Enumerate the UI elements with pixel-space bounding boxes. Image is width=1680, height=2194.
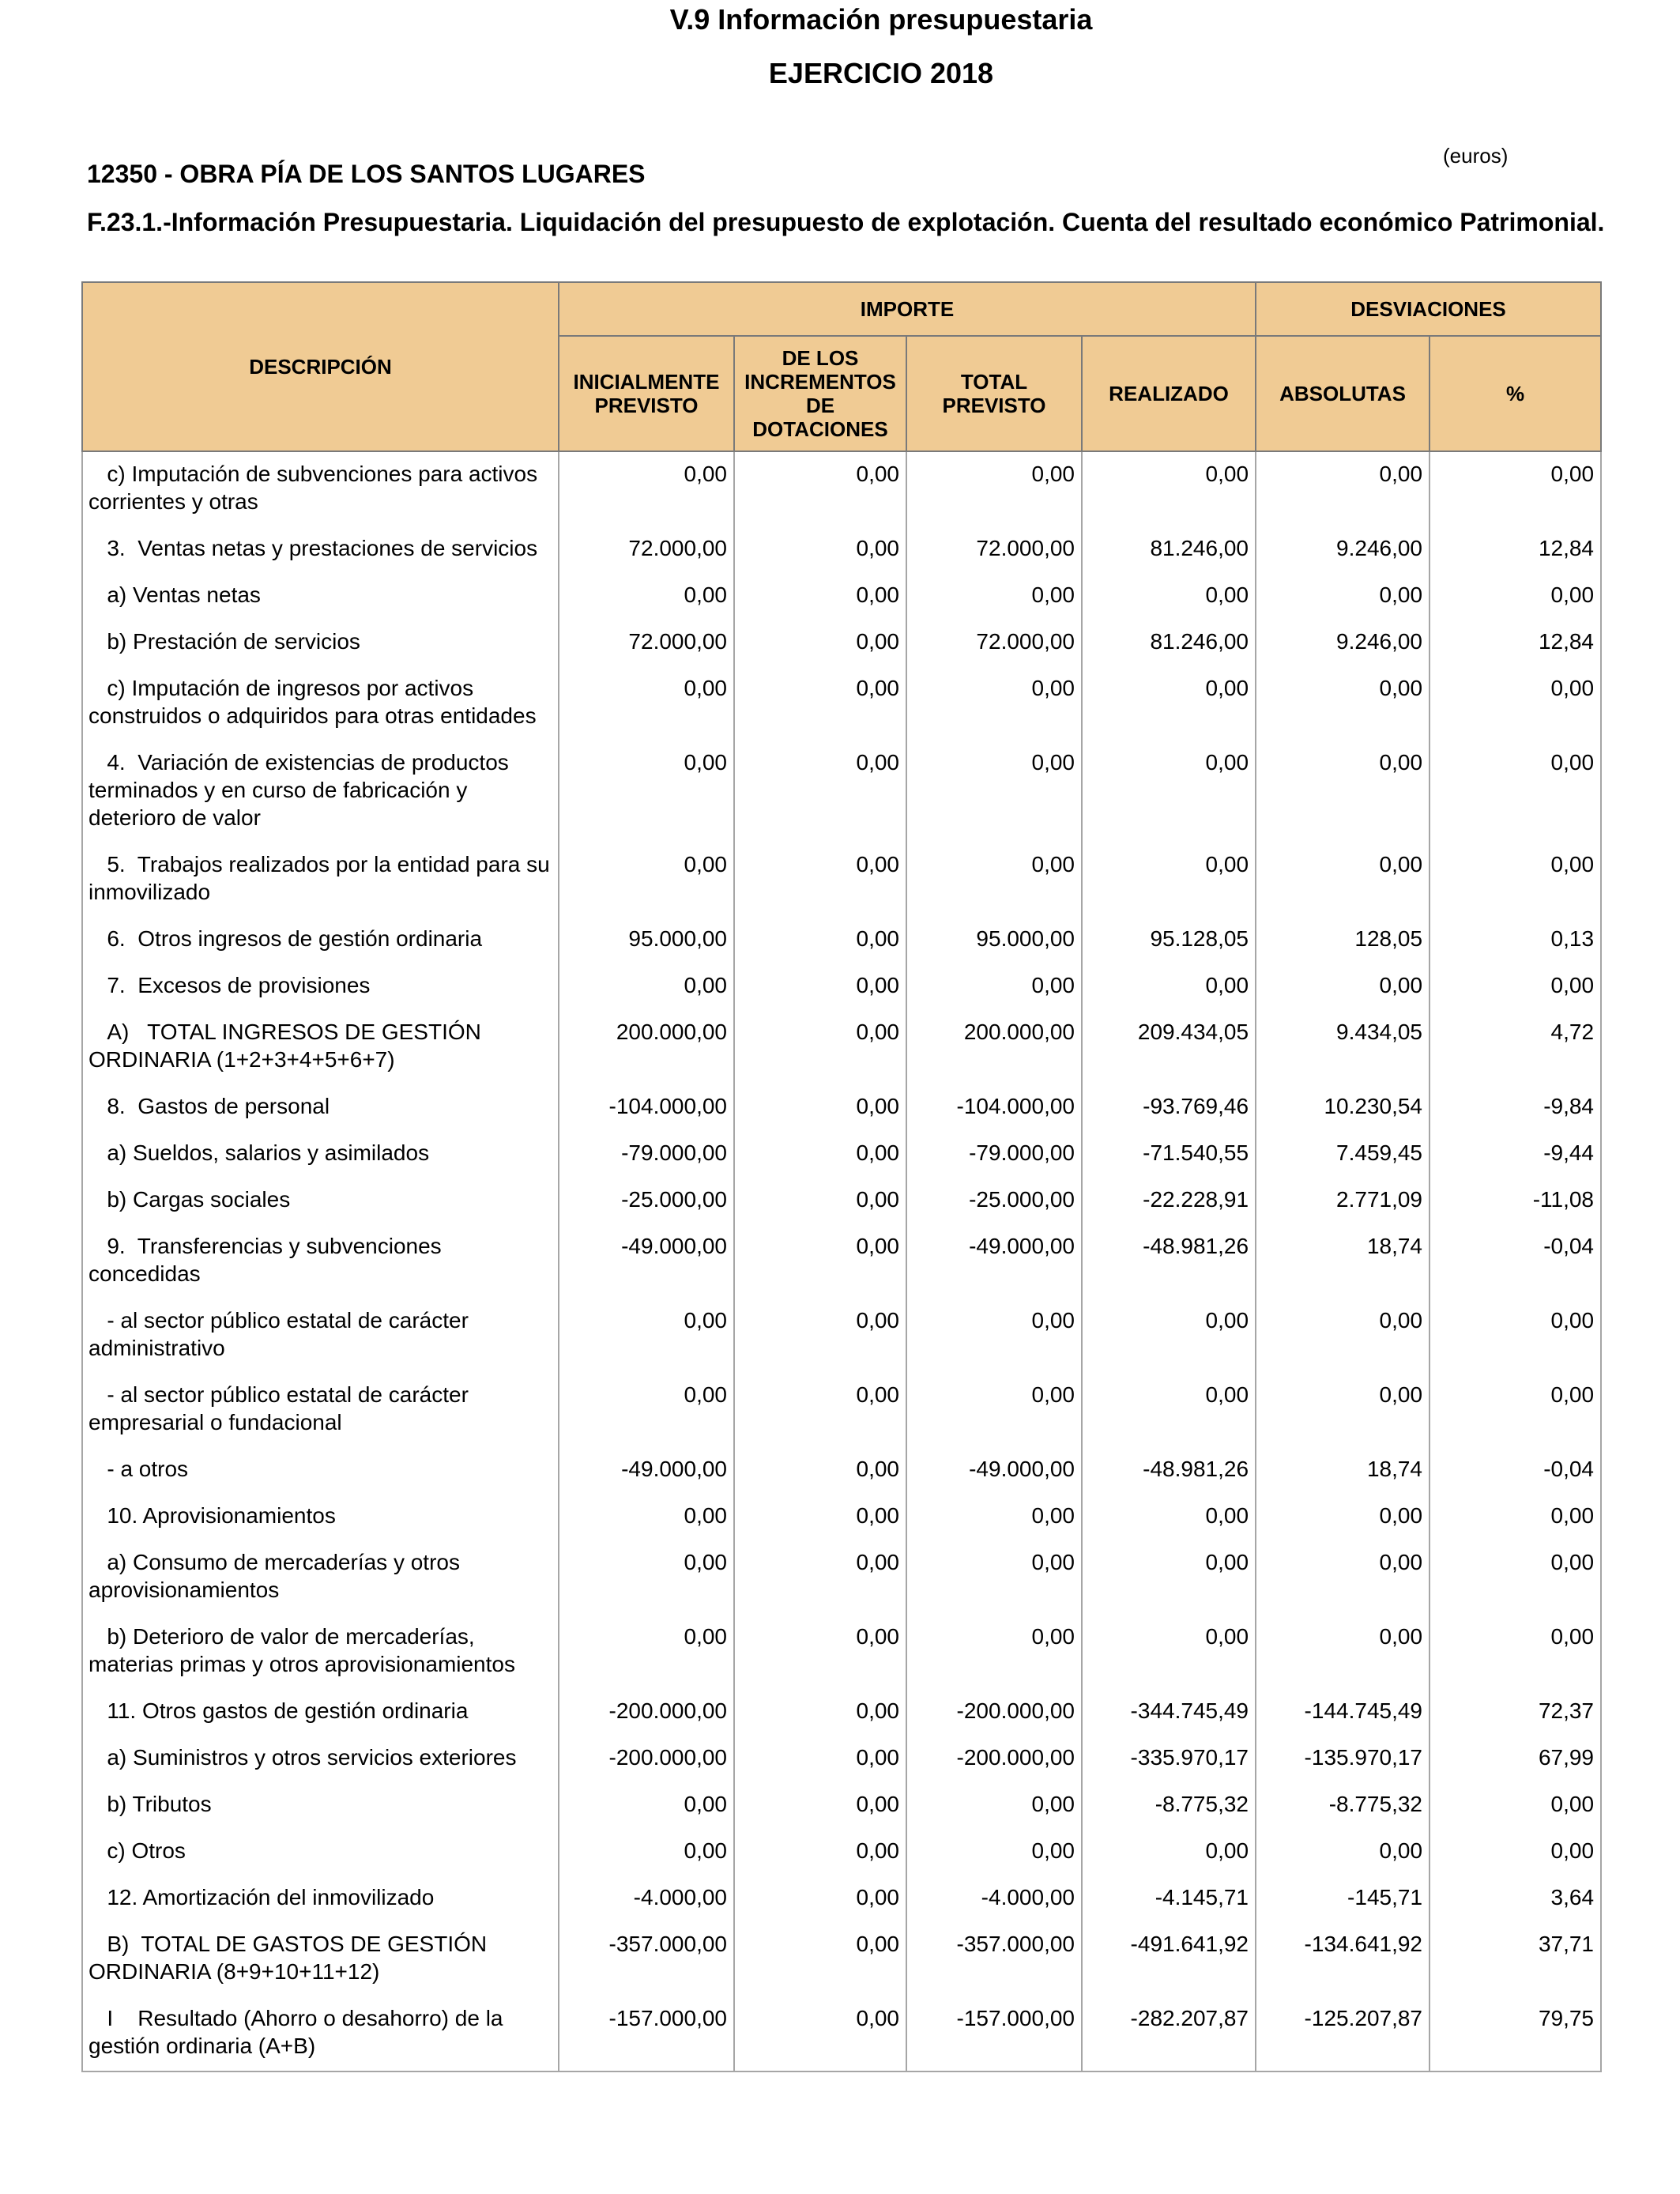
- row-description: 6. Otros ingresos de gestión ordinaria: [82, 917, 559, 963]
- row-description: 3. Ventas netas y prestaciones de servicios: [82, 526, 559, 573]
- cell-total-previsto: -49.000,00: [906, 1224, 1082, 1299]
- page-title: V.9 Información presupuestaria: [669, 3, 1093, 36]
- cell-inicialmente-previsto: 200.000,00: [559, 1010, 734, 1084]
- cell-absolutas: -134.641,92: [1256, 1922, 1430, 1996]
- row-description: b) Tributos: [82, 1782, 559, 1829]
- cell-total-previsto: 0,00: [906, 1782, 1082, 1829]
- cell-percent: 12,84: [1430, 526, 1601, 573]
- header-total-previsto: TOTAL PREVISTO: [906, 336, 1082, 451]
- cell-incrementos: 0,00: [734, 1131, 906, 1178]
- cell-percent: 0,00: [1430, 1373, 1601, 1447]
- header-absolutas: ABSOLUTAS: [1256, 336, 1430, 451]
- row-description: a) Suministros y otros servicios exteriores: [82, 1736, 559, 1782]
- row-description: - al sector público estatal de carácter empresarial o fundacional: [82, 1373, 559, 1447]
- table-row: [82, 843, 1601, 917]
- cell-inicialmente-previsto: 0,00: [559, 1782, 734, 1829]
- cell-percent: 3,64: [1430, 1875, 1601, 1922]
- cell-percent: -11,08: [1430, 1178, 1601, 1224]
- cell-total-previsto: -79.000,00: [906, 1131, 1082, 1178]
- row-description: - a otros: [82, 1447, 559, 1494]
- cell-realizado: 0,00: [1082, 963, 1256, 1010]
- table-row: [82, 1084, 1601, 1131]
- cell-incrementos: 0,00: [734, 1178, 906, 1224]
- cell-absolutas: 18,74: [1256, 1224, 1430, 1299]
- table-row: [82, 573, 1601, 620]
- row-description: B) TOTAL DE GASTOS DE GESTIÓN ORDINARIA (8+9+10+11+12): [82, 1922, 559, 1996]
- units-label: (euros): [1443, 144, 1509, 168]
- cell-absolutas: 18,74: [1256, 1447, 1430, 1494]
- report-subtitle: F.23.1.-Información Presupuestaria. Liquidación del presupuesto de explotación. Cuenta del resultado económico Patrimonial.: [87, 208, 1605, 236]
- cell-absolutas: 0,00: [1256, 1494, 1430, 1540]
- cell-inicialmente-previsto: -200.000,00: [559, 1736, 734, 1782]
- cell-realizado: 0,00: [1082, 1829, 1256, 1875]
- table-row: [82, 666, 1601, 741]
- cell-incrementos: 0,00: [734, 1224, 906, 1299]
- cell-incrementos: 0,00: [734, 666, 906, 741]
- cell-absolutas: 0,00: [1256, 963, 1430, 1010]
- row-description: b) Deterioro de valor de mercaderías, materias primas y otros aprovisionamientos: [82, 1615, 559, 1689]
- cell-percent: 67,99: [1430, 1736, 1601, 1782]
- row-description: c) Imputación de subvenciones para activos corrientes y otras: [82, 451, 559, 526]
- header-realizado: REALIZADO: [1082, 336, 1256, 451]
- cell-absolutas: 2.771,09: [1256, 1178, 1430, 1224]
- cell-inicialmente-previsto: 0,00: [559, 843, 734, 917]
- cell-percent: 0,00: [1430, 843, 1601, 917]
- table-row: [82, 1494, 1601, 1540]
- cell-realizado: -22.228,91: [1082, 1178, 1256, 1224]
- cell-incrementos: 0,00: [734, 917, 906, 963]
- row-description: c) Otros: [82, 1829, 559, 1875]
- cell-absolutas: 0,00: [1256, 1299, 1430, 1373]
- cell-percent: 79,75: [1430, 1996, 1601, 2071]
- cell-total-previsto: -357.000,00: [906, 1922, 1082, 1996]
- table-row: [82, 963, 1601, 1010]
- row-description: 7. Excesos de provisiones: [82, 963, 559, 1010]
- cell-realizado: -48.981,26: [1082, 1447, 1256, 1494]
- cell-absolutas: -125.207,87: [1256, 1996, 1430, 2071]
- cell-incrementos: 0,00: [734, 1829, 906, 1875]
- cell-realizado: -4.145,71: [1082, 1875, 1256, 1922]
- cell-percent: 0,00: [1430, 1540, 1601, 1615]
- cell-absolutas: 0,00: [1256, 666, 1430, 741]
- cell-realizado: -344.745,49: [1082, 1689, 1256, 1736]
- table-row: [82, 917, 1601, 963]
- row-description: 12. Amortización del inmovilizado: [82, 1875, 559, 1922]
- table-row: [82, 451, 1601, 526]
- cell-total-previsto: 0,00: [906, 963, 1082, 1010]
- cell-absolutas: 0,00: [1256, 1540, 1430, 1615]
- cell-inicialmente-previsto: 72.000,00: [559, 526, 734, 573]
- row-description: a) Consumo de mercaderías y otros aprovisionamientos: [82, 1540, 559, 1615]
- cell-percent: 0,00: [1430, 1299, 1601, 1373]
- cell-total-previsto: 0,00: [906, 1615, 1082, 1689]
- table-row: [82, 1447, 1601, 1494]
- cell-percent: -0,04: [1430, 1447, 1601, 1494]
- cell-realizado: -93.769,46: [1082, 1084, 1256, 1131]
- cell-incrementos: 0,00: [734, 526, 906, 573]
- cell-percent: 0,00: [1430, 1494, 1601, 1540]
- cell-inicialmente-previsto: 0,00: [559, 963, 734, 1010]
- cell-percent: 0,00: [1430, 1615, 1601, 1689]
- cell-percent: 37,71: [1430, 1922, 1601, 1996]
- cell-total-previsto: -104.000,00: [906, 1084, 1082, 1131]
- cell-realizado: -48.981,26: [1082, 1224, 1256, 1299]
- row-description: I Resultado (Ahorro o desahorro) de la gestión ordinaria (A+B): [82, 1996, 559, 2071]
- cell-absolutas: 0,00: [1256, 1615, 1430, 1689]
- cell-absolutas: 9.434,05: [1256, 1010, 1430, 1084]
- cell-incrementos: 0,00: [734, 1494, 906, 1540]
- row-description: 10. Aprovisionamientos: [82, 1494, 559, 1540]
- cell-absolutas: -144.745,49: [1256, 1689, 1430, 1736]
- header-incrementos-dotaciones: DE LOS INCREMENTOS DE DOTACIONES: [734, 336, 906, 451]
- cell-inicialmente-previsto: 0,00: [559, 1540, 734, 1615]
- header-percent: %: [1430, 336, 1601, 451]
- cell-absolutas: 128,05: [1256, 917, 1430, 963]
- cell-inicialmente-previsto: 0,00: [559, 1373, 734, 1447]
- cell-absolutas: -135.970,17: [1256, 1736, 1430, 1782]
- cell-inicialmente-previsto: -200.000,00: [559, 1689, 734, 1736]
- row-description: c) Imputación de ingresos por activos construidos o adquiridos para otras entidades: [82, 666, 559, 741]
- row-description: 9. Transferencias y subvenciones concedidas: [82, 1224, 559, 1299]
- row-description: a) Ventas netas: [82, 573, 559, 620]
- cell-total-previsto: 200.000,00: [906, 1010, 1082, 1084]
- cell-incrementos: 0,00: [734, 1996, 906, 2071]
- cell-absolutas: 0,00: [1256, 451, 1430, 526]
- cell-incrementos: 0,00: [734, 620, 906, 666]
- entity-name: 12350 - OBRA PÍA DE LOS SANTOS LUGARES: [87, 160, 646, 188]
- cell-inicialmente-previsto: 0,00: [559, 666, 734, 741]
- header-desviaciones: DESVIACIONES: [1256, 282, 1601, 336]
- cell-inicialmente-previsto: 0,00: [559, 741, 734, 843]
- cell-realizado: 0,00: [1082, 573, 1256, 620]
- cell-total-previsto: 0,00: [906, 1540, 1082, 1615]
- cell-realizado: 0,00: [1082, 843, 1256, 917]
- cell-absolutas: 10.230,54: [1256, 1084, 1430, 1131]
- cell-absolutas: 0,00: [1256, 843, 1430, 917]
- cell-total-previsto: -200.000,00: [906, 1736, 1082, 1782]
- cell-incrementos: 0,00: [734, 1615, 906, 1689]
- cell-realizado: -8.775,32: [1082, 1782, 1256, 1829]
- row-description: 8. Gastos de personal: [82, 1084, 559, 1131]
- cell-incrementos: 0,00: [734, 1373, 906, 1447]
- cell-total-previsto: -4.000,00: [906, 1875, 1082, 1922]
- cell-realizado: 0,00: [1082, 1540, 1256, 1615]
- cell-percent: 72,37: [1430, 1689, 1601, 1736]
- cell-percent: -9,84: [1430, 1084, 1601, 1131]
- table-row: [82, 1178, 1601, 1224]
- cell-percent: 0,00: [1430, 666, 1601, 741]
- cell-total-previsto: 0,00: [906, 666, 1082, 741]
- table-row: [82, 1131, 1601, 1178]
- cell-inicialmente-previsto: 95.000,00: [559, 917, 734, 963]
- cell-absolutas: 7.459,45: [1256, 1131, 1430, 1178]
- cell-realizado: 0,00: [1082, 1299, 1256, 1373]
- cell-total-previsto: -49.000,00: [906, 1447, 1082, 1494]
- cell-absolutas: 0,00: [1256, 741, 1430, 843]
- cell-percent: -9,44: [1430, 1131, 1601, 1178]
- cell-total-previsto: -200.000,00: [906, 1689, 1082, 1736]
- cell-inicialmente-previsto: -4.000,00: [559, 1875, 734, 1922]
- row-description: b) Cargas sociales: [82, 1178, 559, 1224]
- row-description: 11. Otros gastos de gestión ordinaria: [82, 1689, 559, 1736]
- cell-total-previsto: 0,00: [906, 451, 1082, 526]
- cell-percent: -0,04: [1430, 1224, 1601, 1299]
- row-description: - al sector público estatal de carácter administrativo: [82, 1299, 559, 1373]
- cell-percent: 0,00: [1430, 451, 1601, 526]
- cell-incrementos: 0,00: [734, 1782, 906, 1829]
- cell-percent: 0,00: [1430, 1829, 1601, 1875]
- cell-total-previsto: 0,00: [906, 1829, 1082, 1875]
- cell-inicialmente-previsto: 0,00: [559, 1299, 734, 1373]
- table-row: [82, 1373, 1601, 1447]
- cell-incrementos: 0,00: [734, 573, 906, 620]
- cell-percent: 4,72: [1430, 1010, 1601, 1084]
- cell-inicialmente-previsto: -157.000,00: [559, 1996, 734, 2071]
- table-row: [82, 1224, 1601, 1299]
- cell-absolutas: -145,71: [1256, 1875, 1430, 1922]
- cell-inicialmente-previsto: -79.000,00: [559, 1131, 734, 1178]
- cell-incrementos: 0,00: [734, 1447, 906, 1494]
- cell-incrementos: 0,00: [734, 451, 906, 526]
- cell-percent: 0,00: [1430, 573, 1601, 620]
- cell-absolutas: 0,00: [1256, 573, 1430, 620]
- row-description: b) Prestación de servicios: [82, 620, 559, 666]
- cell-inicialmente-previsto: 0,00: [559, 1829, 734, 1875]
- cell-total-previsto: 72.000,00: [906, 526, 1082, 573]
- row-description: 4. Variación de existencias de productos terminados y en curso de fabricación y deterioro de valor: [82, 741, 559, 843]
- cell-total-previsto: -157.000,00: [906, 1996, 1082, 2071]
- cell-percent: 0,13: [1430, 917, 1601, 963]
- cell-inicialmente-previsto: -49.000,00: [559, 1224, 734, 1299]
- cell-percent: 0,00: [1430, 1782, 1601, 1829]
- cell-absolutas: -8.775,32: [1256, 1782, 1430, 1829]
- cell-realizado: 81.246,00: [1082, 526, 1256, 573]
- cell-total-previsto: 0,00: [906, 843, 1082, 917]
- cell-inicialmente-previsto: -104.000,00: [559, 1084, 734, 1131]
- cell-incrementos: 0,00: [734, 1736, 906, 1782]
- cell-inicialmente-previsto: 0,00: [559, 1615, 734, 1689]
- budget-table: [81, 281, 1602, 2072]
- cell-incrementos: 0,00: [734, 1299, 906, 1373]
- cell-total-previsto: 0,00: [906, 1373, 1082, 1447]
- table-row: [82, 1299, 1601, 1373]
- cell-total-previsto: 72.000,00: [906, 620, 1082, 666]
- cell-inicialmente-previsto: -25.000,00: [559, 1178, 734, 1224]
- cell-incrementos: 0,00: [734, 1875, 906, 1922]
- cell-realizado: -491.641,92: [1082, 1922, 1256, 1996]
- table-row: [82, 1996, 1601, 2071]
- cell-inicialmente-previsto: -49.000,00: [559, 1447, 734, 1494]
- cell-realizado: 209.434,05: [1082, 1010, 1256, 1084]
- cell-total-previsto: 0,00: [906, 741, 1082, 843]
- budget-table-body: [82, 451, 1601, 2071]
- cell-realizado: 95.128,05: [1082, 917, 1256, 963]
- header-importe: IMPORTE: [559, 282, 1256, 336]
- cell-realizado: 0,00: [1082, 1373, 1256, 1447]
- cell-incrementos: 0,00: [734, 741, 906, 843]
- header-description: DESCRIPCIÓN: [82, 282, 559, 451]
- cell-inicialmente-previsto: -357.000,00: [559, 1922, 734, 1996]
- cell-total-previsto: -25.000,00: [906, 1178, 1082, 1224]
- cell-inicialmente-previsto: 72.000,00: [559, 620, 734, 666]
- cell-realizado: 0,00: [1082, 1615, 1256, 1689]
- cell-absolutas: 0,00: [1256, 1829, 1430, 1875]
- table-row: [82, 1540, 1601, 1615]
- cell-total-previsto: 0,00: [906, 573, 1082, 620]
- table-row: [82, 1689, 1601, 1736]
- cell-incrementos: 0,00: [734, 1084, 906, 1131]
- cell-realizado: -335.970,17: [1082, 1736, 1256, 1782]
- cell-realizado: -71.540,55: [1082, 1131, 1256, 1178]
- cell-percent: 12,84: [1430, 620, 1601, 666]
- cell-total-previsto: 0,00: [906, 1494, 1082, 1540]
- cell-realizado: 81.246,00: [1082, 620, 1256, 666]
- cell-realizado: 0,00: [1082, 1494, 1256, 1540]
- cell-absolutas: 9.246,00: [1256, 526, 1430, 573]
- table-row: [82, 741, 1601, 843]
- cell-total-previsto: 0,00: [906, 1299, 1082, 1373]
- cell-absolutas: 0,00: [1256, 1373, 1430, 1447]
- cell-realizado: 0,00: [1082, 741, 1256, 843]
- table-row: [82, 1829, 1601, 1875]
- table-row: [82, 620, 1601, 666]
- cell-realizado: 0,00: [1082, 451, 1256, 526]
- cell-realizado: 0,00: [1082, 666, 1256, 741]
- table-row: [82, 526, 1601, 573]
- table-row: [82, 1922, 1601, 1996]
- cell-incrementos: 0,00: [734, 1010, 906, 1084]
- cell-inicialmente-previsto: 0,00: [559, 451, 734, 526]
- cell-inicialmente-previsto: 0,00: [559, 1494, 734, 1540]
- table-row: [82, 1782, 1601, 1829]
- cell-total-previsto: 95.000,00: [906, 917, 1082, 963]
- row-description: a) Sueldos, salarios y asimilados: [82, 1131, 559, 1178]
- cell-incrementos: 0,00: [734, 963, 906, 1010]
- cell-incrementos: 0,00: [734, 1689, 906, 1736]
- cell-incrementos: 0,00: [734, 843, 906, 917]
- cell-realizado: -282.207,87: [1082, 1996, 1256, 2071]
- table-row: [82, 1615, 1601, 1689]
- table-row: [82, 1875, 1601, 1922]
- fiscal-year: EJERCICIO 2018: [768, 57, 994, 89]
- cell-absolutas: 9.246,00: [1256, 620, 1430, 666]
- cell-incrementos: 0,00: [734, 1540, 906, 1615]
- cell-incrementos: 0,00: [734, 1922, 906, 1996]
- table-row: [82, 1736, 1601, 1782]
- row-description: A) TOTAL INGRESOS DE GESTIÓN ORDINARIA (1+2+3+4+5+6+7): [82, 1010, 559, 1084]
- row-description: 5. Trabajos realizados por la entidad para su inmovilizado: [82, 843, 559, 917]
- cell-percent: 0,00: [1430, 741, 1601, 843]
- cell-inicialmente-previsto: 0,00: [559, 573, 734, 620]
- header-inicialmente-previsto: INICIALMENTE PREVISTO: [559, 336, 734, 451]
- table-row: [82, 1010, 1601, 1084]
- cell-percent: 0,00: [1430, 963, 1601, 1010]
